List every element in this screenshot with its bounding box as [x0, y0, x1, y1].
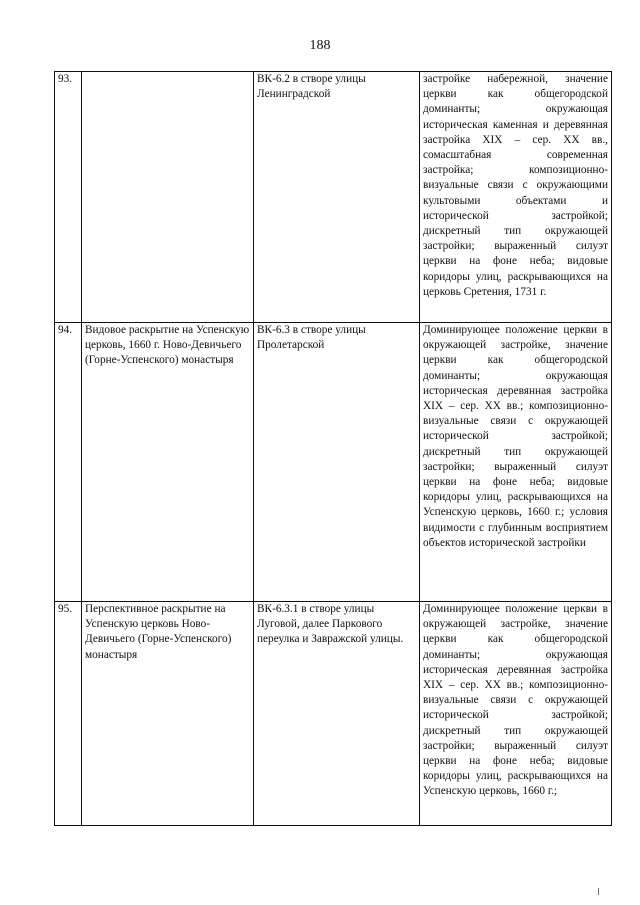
row-number: 94. — [55, 323, 82, 602]
object-name: Перспективное раскрытие на Успенскую церковь Ново-Девичьего (Горне-Успенского) монастыря — [82, 602, 254, 826]
object-name: Видовое раскрытие на Успенскую церковь, 1660 г. Ново-Девичьего (Горне-Успенского) монастыря — [82, 323, 254, 602]
table-row — [55, 323, 612, 602]
protected-values: Доминирующее положение церкви в окружающей застройке, значение церкви как общегородской доминанты; окружающая историческая деревянная застройка XIX – сер. XX вв.; композиционно-визуальные связи с окружающей исторической застройкой; дискретный тип окружающей застройки; выраженный силуэт церкви на фоне неба; видовые коридоры улиц, раскрывающихся на Успенскую церковь, 1660 г.; условия видимости с глубинным восприятием объектов исторической застройки — [420, 323, 612, 602]
viewpoint: ВК-6.3 в створе улицы Пролетарской — [254, 323, 420, 602]
protected-values: застройке набережной, значение церкви как общегородской доминанты; окружающая историческая каменная и деревянная застройка XIX – сер. XX вв., сомасштабная современная застройка; композиционно-визуальные связи с окружающими культовыми объектами и исторической застройкой; дискретный тип окружающей застройки; выраженный силуэт церкви на фоне неба; видовые коридоры улиц, раскрывающихся на церковь Сретения, 1731 г. — [420, 72, 612, 323]
margin-mark — [598, 888, 599, 895]
viewpoint: ВК-6.3.1 в створе улицы Луговой, далее Паркового переулка и Завражской улицы. — [254, 602, 420, 826]
object-name — [82, 72, 254, 323]
table-row — [55, 602, 612, 826]
viewpoint: ВК-6.2 в створе улицы Ленинградской — [254, 72, 420, 323]
row-number: 95. — [55, 602, 82, 826]
page-number: 188 — [309, 38, 331, 53]
table-row — [55, 72, 612, 323]
protected-values: Доминирующее положение церкви в окружающей застройке, значение церкви как общегородской доминанты; окружающая историческая деревянная застройка XIX – сер. XX вв.; композиционно-визуальные связи с окружающей исторической застройкой; дискретный тип окружающей застройки; выраженный силуэт церкви на фоне неба; видовые коридоры улиц, раскрывающихся на Успенскую церковь, 1660 г.; — [420, 602, 612, 826]
document-table — [54, 71, 612, 826]
row-number: 93. — [55, 72, 82, 323]
